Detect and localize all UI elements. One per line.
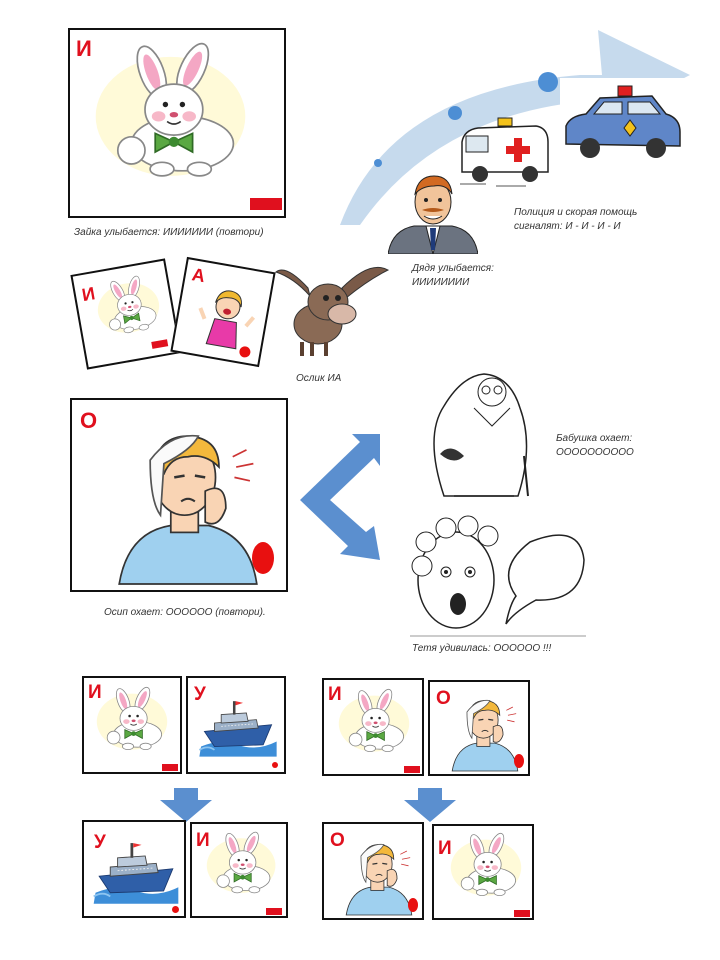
osip-caption: Осип охает: ОООООО (повтори).	[104, 607, 266, 618]
red-rectangle-mark	[514, 910, 530, 917]
bunny-card	[68, 28, 286, 218]
card-letter: И	[80, 283, 97, 306]
bottom-left-bunny-card-2	[190, 822, 288, 918]
card-letter: И	[438, 838, 452, 859]
bottom-left-bunny-card	[82, 676, 182, 774]
police-caption	[514, 206, 637, 233]
uncle-caption-line2: ИИИИИИИИ	[412, 276, 470, 288]
grandma-caption	[556, 432, 634, 459]
police-caption-line1: Полиция и скорая помощь	[514, 207, 638, 218]
small-bunny-card	[70, 258, 181, 369]
card-letter: У	[94, 832, 106, 853]
bottom-right-bunny-card	[322, 678, 424, 776]
police-car-image	[560, 78, 686, 170]
bottom-right-boy-card	[428, 680, 530, 776]
red-dot-mark	[172, 906, 179, 913]
card-letter: И	[88, 682, 102, 703]
bunny-image	[92, 269, 172, 342]
red-dot-mark	[252, 542, 274, 574]
card-letter: И	[76, 36, 92, 61]
bottom-right-bunny-card-2	[432, 824, 534, 920]
police-caption-line2: сигналят: И - И - И - И	[514, 220, 621, 232]
bunny-image	[206, 828, 284, 900]
down-arrow-right	[404, 788, 456, 822]
card-letter: А	[190, 264, 207, 287]
card-letter: О	[80, 408, 98, 433]
crying-girl-image	[190, 278, 261, 355]
grandma-caption-line2: ОООООООООО	[556, 446, 634, 458]
bunny-image	[96, 684, 176, 756]
bottom-left-ship-card	[186, 676, 286, 774]
aunt-caption: Тетя удивилась: ОООООО !!!	[412, 643, 552, 654]
ship-image	[196, 688, 280, 758]
down-arrow-left	[160, 788, 212, 822]
card-letter: И	[328, 684, 342, 705]
card-letter: И	[196, 830, 210, 851]
uncle-caption	[412, 262, 494, 289]
red-rectangle-mark	[250, 198, 282, 210]
osip-card	[70, 398, 288, 592]
card-letter: О	[330, 830, 345, 851]
red-rectangle-mark	[151, 339, 168, 349]
donkey-caption: Ослик ИА	[296, 373, 342, 384]
uncle-caption-line1: Дядя улыбается:	[412, 263, 494, 274]
grandma-caption-line1: Бабушка охает:	[556, 433, 633, 444]
red-rectangle-mark	[404, 766, 420, 773]
bunny-caption: Зайка улыбается: ИИИИИИИ (повтори)	[74, 227, 264, 238]
bunny-image	[450, 830, 530, 902]
bunny-image	[338, 686, 418, 758]
red-dot-mark	[408, 898, 418, 912]
grandma-image	[414, 356, 550, 504]
bunny-image	[94, 38, 264, 188]
red-dot-mark	[272, 762, 278, 768]
surprised-aunt-image	[410, 508, 588, 640]
bottom-right-boy-card-2	[322, 822, 424, 920]
ship-image	[90, 828, 182, 906]
uncle-image	[388, 166, 478, 254]
card-letter: У	[194, 684, 206, 705]
small-girl-card	[170, 257, 275, 367]
red-rectangle-mark	[162, 764, 178, 771]
bottom-left-ship-card-2	[82, 820, 186, 918]
card-letter: О	[436, 688, 451, 709]
double-arrow	[294, 430, 386, 564]
red-dot-mark	[514, 754, 524, 768]
boy-toothache-image	[102, 408, 274, 588]
red-rectangle-mark	[266, 908, 282, 915]
donkey-image	[272, 258, 392, 360]
